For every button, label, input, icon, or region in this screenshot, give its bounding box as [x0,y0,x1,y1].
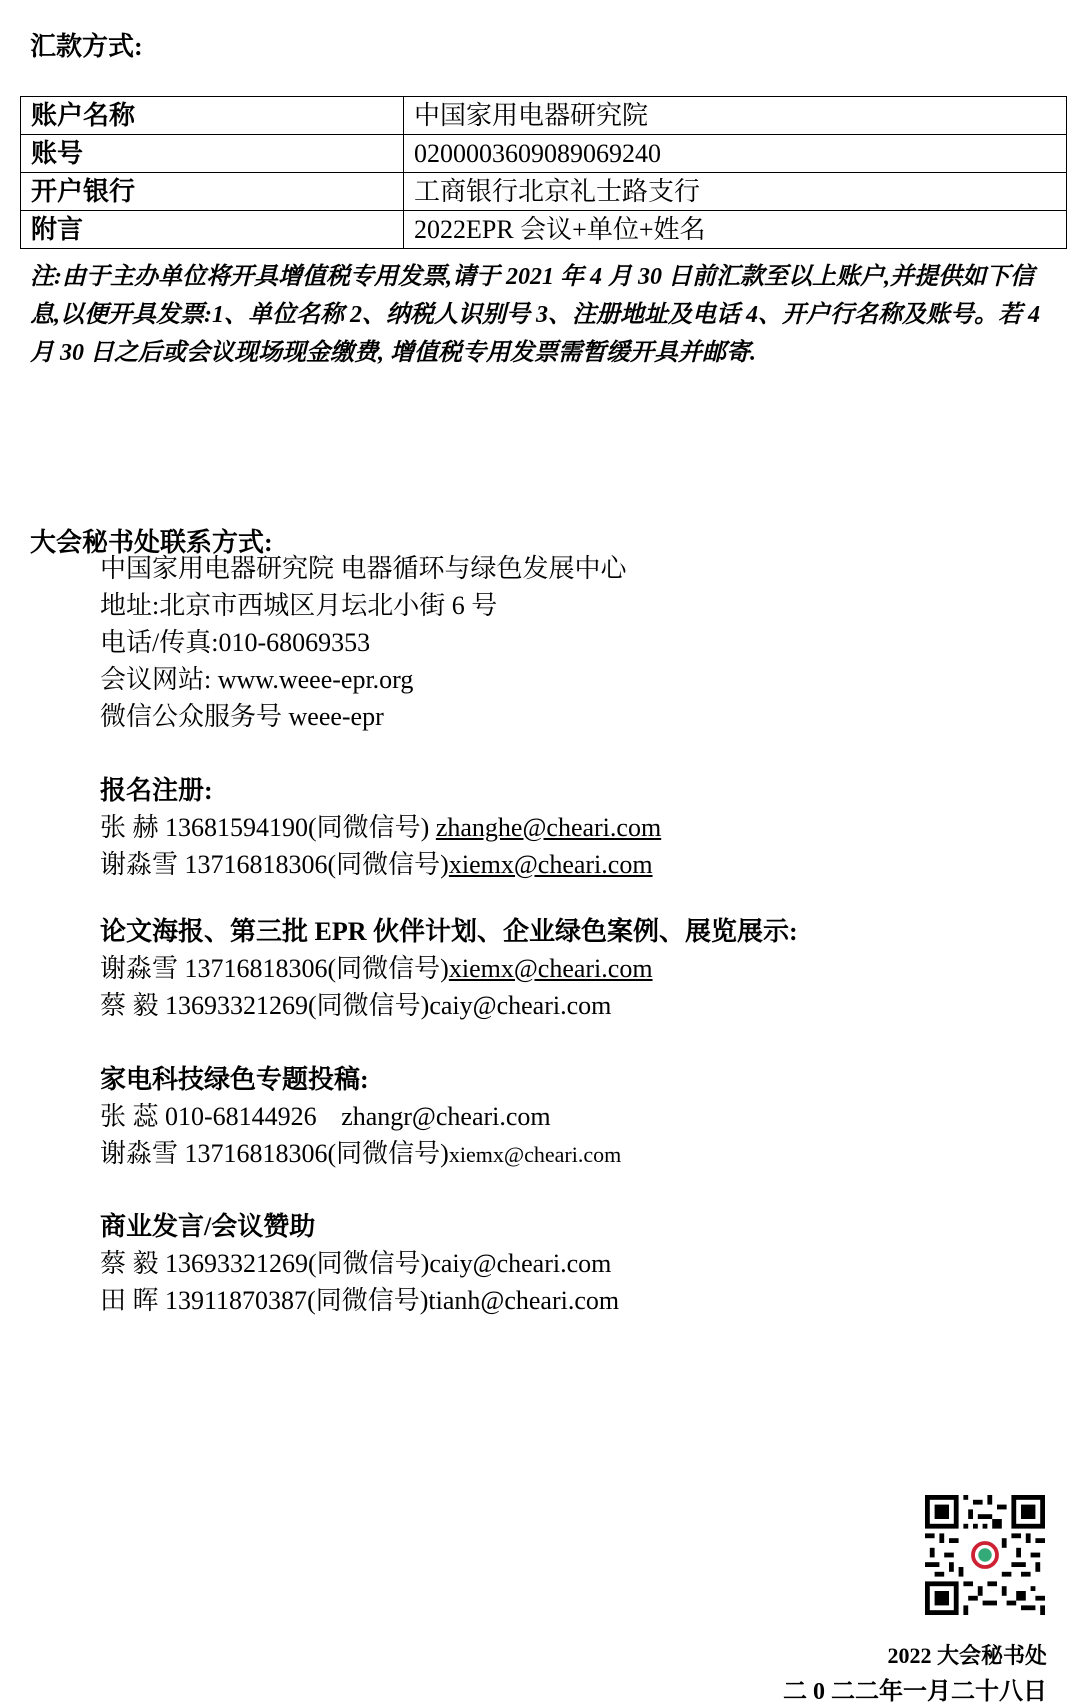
contact-note: (同微信号) [327,954,449,983]
address-line: 地址:北京市西城区月坛北小街 6 号 [100,591,498,620]
footer-date: 二 0 二二年一月二十八日 [783,1679,1047,1705]
papers-section [100,913,798,1024]
email-link[interactable]: xiemx@cheari.com [448,954,653,983]
sponsor-section [100,1208,619,1319]
contact-name: 张 蕊 [100,1102,159,1131]
contact-name: 蔡 毅 [100,1249,159,1278]
phone-line: 电话/传真:010-68069353 [100,628,371,657]
contact-phone: 13716818306 [184,850,328,879]
contact-row [100,846,661,883]
tech-title: 家电科技绿色专题投稿: [100,1065,369,1094]
contact-row [100,1245,619,1282]
contact-phone: 13716818306 [184,1139,328,1168]
email-link[interactable]: xiemx@cheari.com [448,850,653,879]
tech-section [100,1061,621,1172]
contact-note: (同微信号) [327,850,449,879]
contact-row [100,1135,621,1172]
contact-note: (同微信号) [307,1286,429,1315]
qr-code-icon [925,1495,1045,1615]
registration-section [100,772,661,883]
payment-table [20,96,1067,249]
contact-row [100,1282,619,1319]
papers-title: 论文海报、第三批 EPR 伙伴计划、企业绿色案例、展览展示: [100,917,798,946]
contact-note: (同微信号) [308,813,430,842]
table-cell-key: 开户银行 [21,173,404,211]
table-row [21,97,1067,135]
contact-email: caiy@cheari.com [429,1249,612,1278]
contact-name: 谢淼雪 [100,850,179,879]
table-cell-value: 中国家用电器研究院 [404,97,1067,135]
contact-name: 张 赫 [100,813,159,842]
table-row [21,173,1067,211]
contact-note: (同微信号) [308,991,430,1020]
table-cell-key: 账户名称 [21,97,404,135]
table-cell-key: 账号 [21,135,404,173]
secretariat-info [100,550,627,735]
secretariat-title: 大会秘书处联系方式: [30,528,273,557]
contact-row [100,950,798,987]
contact-email: caiy@cheari.com [429,991,612,1020]
contact-name: 蔡 毅 [100,991,159,1020]
wechat-line: 微信公众服务号 weee-epr [100,702,384,731]
contact-phone: 13693321269 [165,991,309,1020]
website-line: 会议网站: www.weee-epr.org [100,665,414,694]
contact-phone: 13681594190 [165,813,309,842]
contact-note: (同微信号) [308,1249,430,1278]
contact-phone: 13911870387 [165,1286,308,1315]
contact-phone: 13716818306 [184,954,328,983]
contact-row [100,1098,621,1135]
table-cell-key: 附言 [21,211,404,249]
registration-title: 报名注册: [100,776,213,805]
table-cell-value: 2022EPR 会议+单位+姓名 [404,211,1067,249]
contact-phone: 010-68144926 [165,1102,317,1131]
table-cell-value: 工商银行北京礼士路支行 [404,173,1067,211]
footer-org: 2022 大会秘书处 [887,1643,1047,1668]
contact-row [100,809,661,846]
org-line: 中国家用电器研究院 电器循环与绿色发展中心 [100,554,627,583]
email-link[interactable]: zhanghe@cheari.com [435,813,662,842]
contact-note: (同微信号) [327,1139,449,1168]
contact-name: 谢淼雪 [100,1139,179,1168]
invoice-note: 注:由于主办单位将开具增值税专用发票,请于 2021 年 4 月 30 日前汇款至以上账户,并提供如下信息,以便开具发票:1、单位名称 2、纳税人识别号 3、注册地址及电话 4、开户行名称及账号。若 4 月 30 日之后或会议现场现金缴费, 增值税专用发票需暂缓开具并邮寄. [30,264,1040,366]
sponsor-title: 商业发言/会议赞助 [100,1212,316,1241]
contact-name: 谢淼雪 [100,954,179,983]
table-row [21,211,1067,249]
remit-title: 汇款方式: [30,32,143,61]
contact-name: 田 晖 [100,1286,159,1315]
contact-email: tianh@cheari.com [428,1286,620,1315]
contact-email: zhangr@cheari.com [341,1102,551,1131]
contact-row [100,987,798,1024]
contact-email: xiemx@cheari.com [448,1142,622,1167]
table-cell-value: 0200003609089069240 [404,135,1067,173]
contact-phone: 13693321269 [165,1249,309,1278]
table-row [21,135,1067,173]
